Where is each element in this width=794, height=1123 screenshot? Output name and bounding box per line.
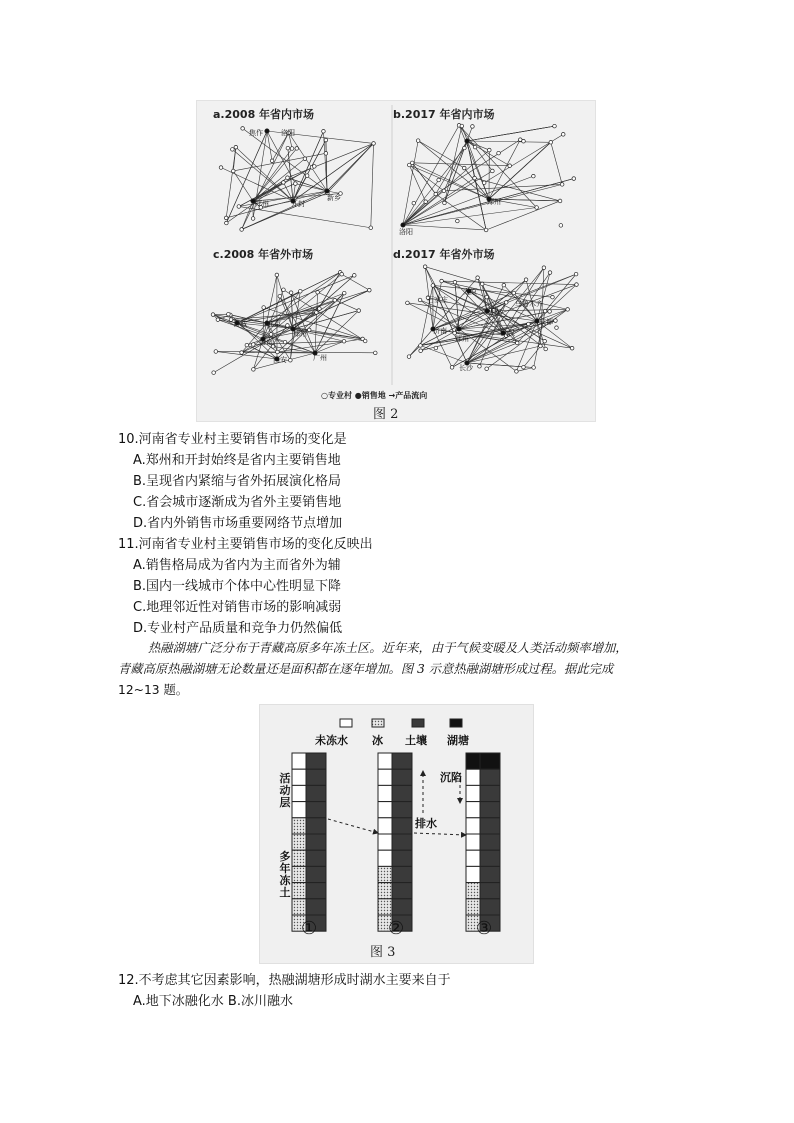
unfrozen-water-cell — [466, 818, 480, 834]
unfrozen-water-cell — [466, 850, 480, 866]
flow-line — [237, 275, 354, 323]
ice-cell — [292, 883, 306, 899]
village-node — [340, 272, 344, 276]
figure-2-caption: 图 2 — [373, 407, 399, 422]
soil-cell — [306, 866, 326, 882]
soil-cell — [480, 899, 500, 915]
village-node — [245, 343, 249, 347]
question-12-options: A.地下冰融化水 B.冰川融水 — [133, 994, 293, 1009]
city-label: 郑州 — [455, 335, 469, 343]
flow-line — [436, 194, 486, 230]
village-node — [450, 366, 454, 370]
pond-cell — [466, 753, 480, 769]
panel-a-title: a.2008 年省内市场 — [213, 108, 315, 121]
village-node — [480, 282, 484, 286]
village-node — [276, 350, 280, 354]
village-node — [431, 284, 435, 288]
unfrozen-water-cell — [378, 850, 392, 866]
village-node — [419, 349, 423, 353]
village-node — [570, 346, 574, 350]
flow-line — [403, 208, 537, 225]
soil-cell — [392, 802, 412, 818]
flow-line — [420, 345, 467, 363]
unfrozen-water-cell — [466, 834, 480, 850]
flow-line — [487, 309, 568, 368]
village-node — [419, 344, 423, 348]
village-node — [515, 370, 519, 374]
figure-2-legend: ○专业村 ●销售地 →产品流向 — [321, 391, 428, 400]
figure-3-caption: 图 3 — [370, 945, 396, 960]
active-layer-label: 活动层 — [279, 772, 291, 809]
city-label: 西安 — [273, 356, 287, 364]
village-node — [333, 298, 337, 302]
village-node — [286, 176, 290, 180]
village-node — [214, 350, 218, 354]
village-node — [485, 367, 489, 371]
city-label: 新乡 — [327, 194, 341, 202]
village-node — [543, 339, 547, 343]
village-node — [407, 163, 411, 167]
village-node — [342, 291, 346, 295]
unfrozen-water-cell — [378, 753, 392, 769]
village-node — [342, 339, 346, 343]
legend-swatch-unfrozen-water — [340, 719, 352, 727]
village-node — [418, 298, 422, 302]
village-node — [463, 146, 467, 150]
city-label: 郑州 — [487, 198, 501, 206]
unfrozen-water-cell — [466, 802, 480, 818]
question-11-option-d: D.专业村产品质量和竞争力仍然偏低 — [133, 621, 343, 636]
process-arrow — [414, 833, 466, 835]
flow-line — [371, 143, 374, 227]
city-label: 长沙 — [459, 364, 473, 372]
soil-cell — [306, 850, 326, 866]
village-node — [262, 306, 266, 310]
question-11-option-a: A.销售格局成为省内为主而省外为辅 — [133, 558, 341, 573]
village-node — [252, 368, 256, 372]
subsidence-label: 沉陷 — [440, 771, 462, 784]
village-node — [240, 351, 244, 355]
village-node — [543, 309, 547, 313]
village-node — [324, 152, 328, 156]
village-node — [561, 133, 565, 137]
flow-line — [516, 321, 537, 371]
village-node — [566, 308, 570, 312]
city-label: 北京 — [267, 320, 281, 328]
legend-label: 冰 — [372, 734, 383, 747]
village-node — [504, 301, 508, 305]
village-node — [551, 295, 555, 299]
village-node — [240, 228, 244, 232]
village-node — [443, 201, 447, 205]
passage-line-3: 12~13 题。 — [118, 683, 189, 697]
village-node — [478, 364, 482, 368]
village-node — [554, 319, 558, 323]
flow-line — [242, 133, 289, 230]
question-11-option-c: C.地理邻近性对销售市场的影响减弱 — [133, 600, 342, 615]
soil-cell — [480, 850, 500, 866]
soil-cell — [306, 802, 326, 818]
village-node — [522, 365, 526, 369]
legend-label: 土壤 — [405, 734, 427, 747]
village-node — [434, 346, 438, 350]
unfrozen-water-cell — [378, 769, 392, 785]
soil-cell — [480, 866, 500, 882]
legend-swatch-soil — [412, 719, 424, 727]
soil-cell — [392, 834, 412, 850]
village-node — [315, 311, 319, 315]
village-node — [460, 124, 464, 128]
city-label: 开封 — [291, 200, 305, 208]
legend-label: 未冻水 — [315, 734, 348, 747]
village-node — [286, 146, 290, 150]
city-label: 广州 — [313, 354, 327, 362]
village-node — [270, 159, 274, 163]
village-node — [548, 271, 552, 275]
city-label: 西安 — [487, 308, 501, 316]
village-node — [305, 174, 309, 178]
sales-node — [457, 327, 461, 331]
question-12-stem: 12.不考虑其它因素影响，热融湖塘形成时湖水主要来自于 — [118, 973, 451, 988]
soil-cell — [306, 883, 326, 899]
flow-line — [327, 143, 373, 192]
soil-cell — [306, 834, 326, 850]
soil-cell — [480, 883, 500, 899]
flow-line — [226, 147, 236, 218]
question-11-option-b: B.国内一线城市个体中心性明显下降 — [133, 579, 342, 594]
village-node — [555, 326, 559, 330]
village-node — [372, 142, 376, 146]
village-node — [442, 189, 446, 193]
flow-line — [233, 171, 253, 201]
soil-cell — [392, 753, 412, 769]
village-node — [532, 366, 536, 370]
village-node — [224, 216, 228, 220]
village-node — [252, 343, 256, 347]
question-10-option-c: C.省会城市逐渐成为省外主要销售地 — [133, 495, 342, 510]
village-node — [290, 147, 294, 151]
village-node — [231, 148, 235, 152]
city-label: 济南 — [259, 338, 273, 346]
soil-cell — [392, 883, 412, 899]
legend-swatch-ice — [372, 719, 384, 727]
unfrozen-water-cell — [292, 785, 306, 801]
village-node — [484, 228, 488, 232]
village-node — [298, 289, 302, 293]
village-node — [295, 147, 299, 151]
soil-cell — [392, 785, 412, 801]
unfrozen-water-cell — [292, 769, 306, 785]
village-node — [497, 151, 501, 155]
ice-cell — [292, 866, 306, 882]
village-node — [282, 181, 286, 185]
unfrozen-water-cell — [378, 785, 392, 801]
unfrozen-water-cell — [292, 753, 306, 769]
unfrozen-water-cell — [378, 802, 392, 818]
drainage-label: 排水 — [415, 817, 437, 830]
village-node — [275, 273, 279, 277]
village-node — [575, 283, 579, 287]
flow-line — [467, 141, 551, 142]
passage-line-2: 青藏高原热融湖塘无论数量还是面积都在逐年增加。图 3 示意热融湖塘形成过程。据此完成 — [118, 662, 614, 676]
flow-line — [455, 282, 459, 329]
soil-cell — [480, 802, 500, 818]
village-node — [368, 288, 372, 292]
soil-cell — [480, 769, 500, 785]
flow-line — [287, 143, 373, 177]
village-node — [357, 309, 361, 313]
soil-cell — [480, 785, 500, 801]
panel-b-title: b.2017 年省内市场 — [393, 108, 495, 121]
village-node — [535, 206, 539, 210]
village-node — [227, 312, 231, 316]
village-node — [539, 344, 543, 348]
city-label: 洛阳 — [281, 129, 295, 137]
ice-cell — [292, 899, 306, 915]
city-label: 洛阳 — [399, 228, 413, 236]
village-node — [212, 371, 216, 375]
soil-cell — [392, 899, 412, 915]
sales-node — [265, 129, 269, 133]
panel-c-title: c.2008 年省外市场 — [213, 248, 314, 261]
legend-swatch-pond — [450, 719, 462, 727]
village-node — [423, 265, 427, 269]
city-label: 武汉 — [501, 329, 515, 337]
village-node — [373, 351, 377, 355]
soil-cell — [480, 834, 500, 850]
village-node — [324, 138, 328, 142]
process-arrow — [328, 819, 378, 833]
stage-2-marker: ② — [388, 918, 405, 939]
stage-3-marker: ③ — [476, 918, 493, 939]
question-10-option-d: D.省内外销售市场重要网络节点增加 — [133, 516, 343, 531]
village-node — [289, 291, 293, 295]
village-node — [416, 139, 420, 143]
village-node — [532, 174, 536, 178]
soil-cell — [392, 850, 412, 866]
village-node — [231, 169, 235, 173]
village-node — [286, 324, 290, 328]
village-node — [312, 165, 316, 169]
village-node — [237, 205, 241, 209]
city-label: 焦作 — [249, 129, 263, 137]
village-node — [289, 358, 293, 362]
unfrozen-water-cell — [466, 785, 480, 801]
flow-line — [239, 206, 371, 227]
unfrozen-water-cell — [292, 802, 306, 818]
city-label: 太原 — [463, 288, 477, 296]
village-node — [542, 266, 546, 270]
village-node — [363, 339, 367, 343]
village-node — [574, 272, 578, 276]
village-node — [352, 274, 356, 278]
unfrozen-water-cell — [378, 818, 392, 834]
village-node — [527, 322, 531, 326]
village-node — [316, 290, 320, 294]
passage-line-1: 热融湖塘广泛分布于青藏高原多年冻土区。近年来，由于气候变暖及人类活动频率增加， — [148, 641, 628, 655]
flow-line — [551, 142, 562, 184]
unfrozen-water-cell — [466, 769, 480, 785]
village-node — [553, 124, 557, 128]
village-node — [406, 301, 410, 305]
sales-node — [465, 139, 469, 143]
panel-d-title: d.2017 年省外市场 — [393, 248, 495, 261]
village-node — [211, 313, 215, 317]
village-node — [549, 140, 553, 144]
village-node — [369, 226, 373, 230]
village-node — [437, 178, 441, 182]
stage-1-marker: ① — [301, 918, 318, 939]
village-node — [473, 145, 477, 149]
village-node — [318, 307, 322, 311]
village-node — [548, 310, 552, 314]
soil-cell — [306, 899, 326, 915]
flow-line — [412, 163, 436, 194]
village-node — [216, 318, 220, 322]
village-node — [471, 125, 475, 129]
ice-cell — [292, 834, 306, 850]
city-label: 石家庄 — [427, 296, 448, 304]
city-label: 乌鲁木齐 — [515, 300, 543, 308]
village-node — [491, 169, 495, 173]
question-10-option-a: A.郑州和开封始终是省内主要销售地 — [133, 453, 341, 468]
village-node — [522, 139, 526, 143]
unfrozen-water-cell — [378, 834, 392, 850]
city-label: 济南 — [433, 327, 447, 335]
village-node — [303, 157, 307, 161]
flow-line — [293, 131, 323, 201]
question-10-option-b: B.呈现省内紧缩与省外拓展演化格局 — [133, 474, 342, 489]
ice-cell — [292, 850, 306, 866]
village-node — [462, 166, 466, 170]
village-node — [294, 182, 298, 186]
ice-cell — [466, 899, 480, 915]
flow-line — [409, 165, 425, 202]
flow-line — [403, 141, 418, 225]
flow-line — [315, 341, 344, 353]
village-node — [225, 221, 229, 225]
village-node — [559, 224, 563, 228]
village-node — [278, 294, 282, 298]
village-node — [456, 219, 460, 223]
village-node — [473, 176, 477, 180]
village-node — [322, 129, 326, 133]
village-node — [241, 127, 245, 131]
village-node — [424, 200, 428, 204]
village-node — [476, 276, 480, 280]
soil-cell — [306, 753, 326, 769]
village-node — [560, 183, 564, 187]
pond-cell — [480, 753, 500, 769]
soil-cell — [306, 818, 326, 834]
village-node — [434, 192, 438, 196]
village-node — [512, 291, 516, 295]
soil-cell — [306, 769, 326, 785]
soil-cell — [392, 866, 412, 882]
city-label: 郑州 — [293, 330, 307, 338]
village-node — [572, 177, 576, 181]
village-node — [508, 164, 512, 168]
flow-line — [267, 323, 363, 339]
figure-2-market-networks — [196, 100, 596, 422]
ice-cell — [378, 883, 392, 899]
flow-line — [403, 225, 486, 230]
village-node — [487, 148, 491, 152]
ice-cell — [466, 883, 480, 899]
legend-label: 湖塘 — [447, 734, 469, 747]
permafrost-label: 多年冻土 — [279, 850, 291, 899]
flow-line — [455, 291, 469, 333]
village-node — [269, 333, 273, 337]
village-node — [234, 145, 238, 149]
ice-cell — [292, 818, 306, 834]
soil-cell — [306, 785, 326, 801]
village-node — [515, 341, 519, 345]
city-label: 郑州 — [255, 200, 269, 208]
village-node — [307, 328, 311, 332]
flow-line — [467, 126, 554, 141]
village-node — [282, 288, 286, 292]
village-node — [440, 279, 444, 283]
figure-3-thermokarst-process — [259, 704, 534, 964]
village-node — [524, 278, 528, 282]
village-node — [412, 201, 416, 205]
question-11-stem: 11.河南省专业村主要销售市场的变化反映出 — [118, 537, 373, 552]
village-node — [453, 280, 457, 284]
city-label: 晋城 — [233, 320, 247, 328]
unfrozen-water-cell — [466, 866, 480, 882]
soil-cell — [392, 818, 412, 834]
village-node — [219, 166, 223, 170]
ice-cell — [378, 866, 392, 882]
ice-cell — [378, 899, 392, 915]
village-node — [485, 295, 489, 299]
village-node — [283, 340, 287, 344]
village-node — [502, 283, 506, 287]
city-label: 成都 — [539, 318, 553, 326]
village-node — [558, 199, 562, 203]
village-node — [407, 355, 411, 359]
soil-cell — [392, 769, 412, 785]
village-node — [544, 347, 548, 351]
village-node — [482, 181, 486, 185]
village-node — [251, 217, 255, 221]
soil-cell — [480, 818, 500, 834]
question-10-stem: 10.河南省专业村主要销售市场的变化是 — [118, 432, 347, 447]
